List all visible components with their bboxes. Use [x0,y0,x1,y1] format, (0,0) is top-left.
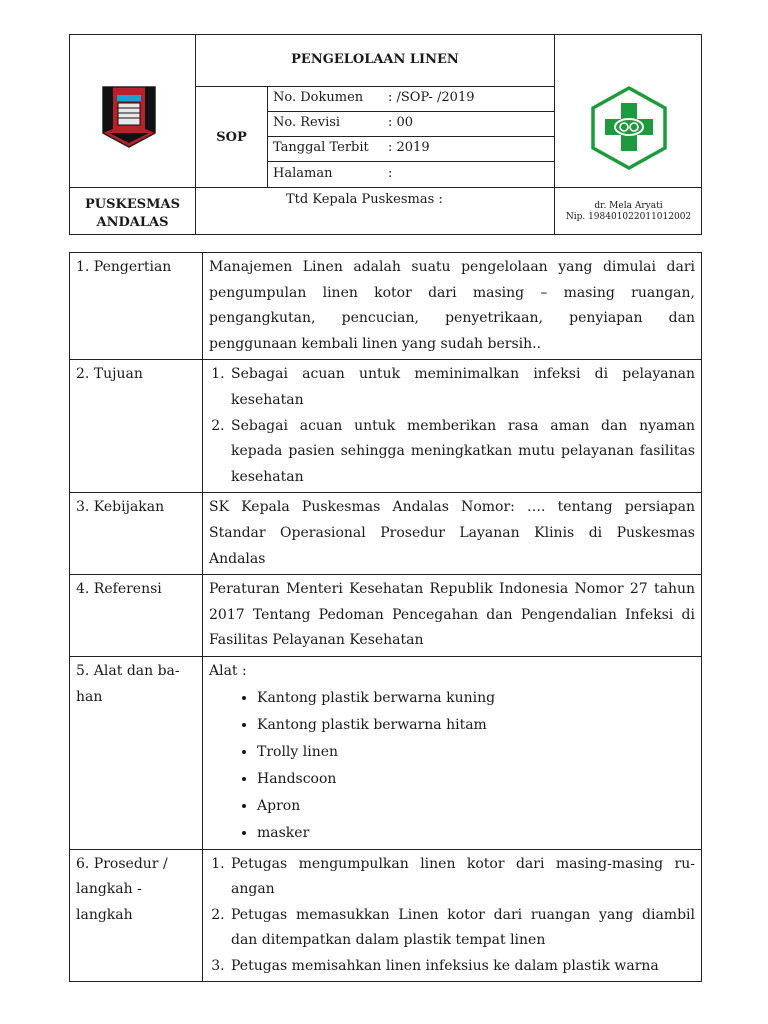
content-prosedur [203,849,702,982]
signer-name: dr. Mela Aryati [594,201,663,211]
list-item: • Apron [257,793,695,820]
list-item: • masker [257,820,695,847]
text-kebijakan: SK Kepala Puskesmas Andalas Nomor: …. tentang persiapan Standar Operasional Prosedur Layanan Klinis di Puskesmas Andalas [203,493,702,575]
row-alat [70,656,702,849]
label-prosedur: 6. Prosedur / langkah - langkah [70,849,203,982]
tujuan-list [209,362,695,490]
row-pengertian [70,253,702,360]
list-item: 3. Petugas memisahkan linen infeksius ke dalam plastik warna [229,954,695,980]
content-alat [203,656,702,849]
list-item: • Kantong plastik berwarna hitam [257,712,695,739]
alat-list [209,685,695,847]
prosedur-list [209,852,695,980]
field-value-halaman: : [388,166,393,181]
label-alat: 5. Alat dan ba-han [70,656,203,849]
row-referensi [70,575,702,657]
sop-content-table [69,252,702,982]
signer-nip: Nip. 198401022011012002 [565,212,692,222]
content-tujuan [203,360,702,493]
text-referensi: Peraturan Menteri Kesehatan Republik Indonesia Nomor 27 tahun 2017 Tentang Pedoman Pencegahan dan Pengendalian Infeksi di Fasilitas Pelayanan Kesehatan [203,575,702,657]
label-referensi: 4. Referensi [70,575,203,657]
list-item: 2. Sebagai acuan untuk memberikan rasa aman dan nyaman kepada pasien sehingga meningkatkan mutu pelayanan fasilitas kesehatan [229,414,695,491]
field-label-tanggal-terbit: Tanggal Terbit [273,140,369,155]
signature-label: Ttd Kepala Puskesmas : [286,192,443,207]
list-item: 1. Petugas mengumpulkan linen kotor dari masing-masing ru-angan [229,852,695,903]
list-item: • Handscoon [257,766,695,793]
alat-title: Alat : [209,662,247,679]
text-pengertian: Manajemen Linen adalah suatu pengelolaan yang dimulai dari pengumpulan linen kotor dari masing – masing ruangan, pengangkutan, pencucian, penyetrikaan, penyiapan dan penggunaan kembali linen yang sudah bersih.. [203,253,702,360]
org-name: PUSKESMAS ANDALAS [85,197,180,230]
sop-label: SOP [216,130,247,145]
label-tujuan: 2. Tujuan [70,360,203,493]
list-item: • Trolly linen [257,739,695,766]
field-value-tanggal-terbit: : 2019 [388,140,430,155]
row-prosedur [70,849,702,982]
document-title: PENGELOLAAN LINEN [291,52,459,67]
field-value-no-revisi: : 00 [388,115,414,130]
label-kebijakan: 3. Kebijakan [70,493,203,575]
field-value-no-dokumen: : /SOP- /2019 [388,90,475,105]
sop-header [69,34,702,235]
list-item: • Kantong plastik berwarna kuning [257,685,695,712]
list-item: 1. Sebagai acuan untuk meminimalkan infeksi di pelayanan kesehatan [229,362,695,413]
field-label-halaman: Halaman [273,166,333,181]
field-label-no-dokumen: No. Dokumen [273,90,364,105]
label-pengertian: 1. Pengertian [70,253,203,360]
row-tujuan [70,360,702,493]
puskesmas-logo [590,85,668,171]
field-label-no-revisi: No. Revisi [273,115,341,130]
list-item: 2. Petugas memasukkan Linen kotor dari ruangan yang diambil dan ditempatkan dalam plastik tempat linen [229,903,695,954]
regional-emblem-logo [101,85,157,149]
row-kebijakan [70,493,702,575]
